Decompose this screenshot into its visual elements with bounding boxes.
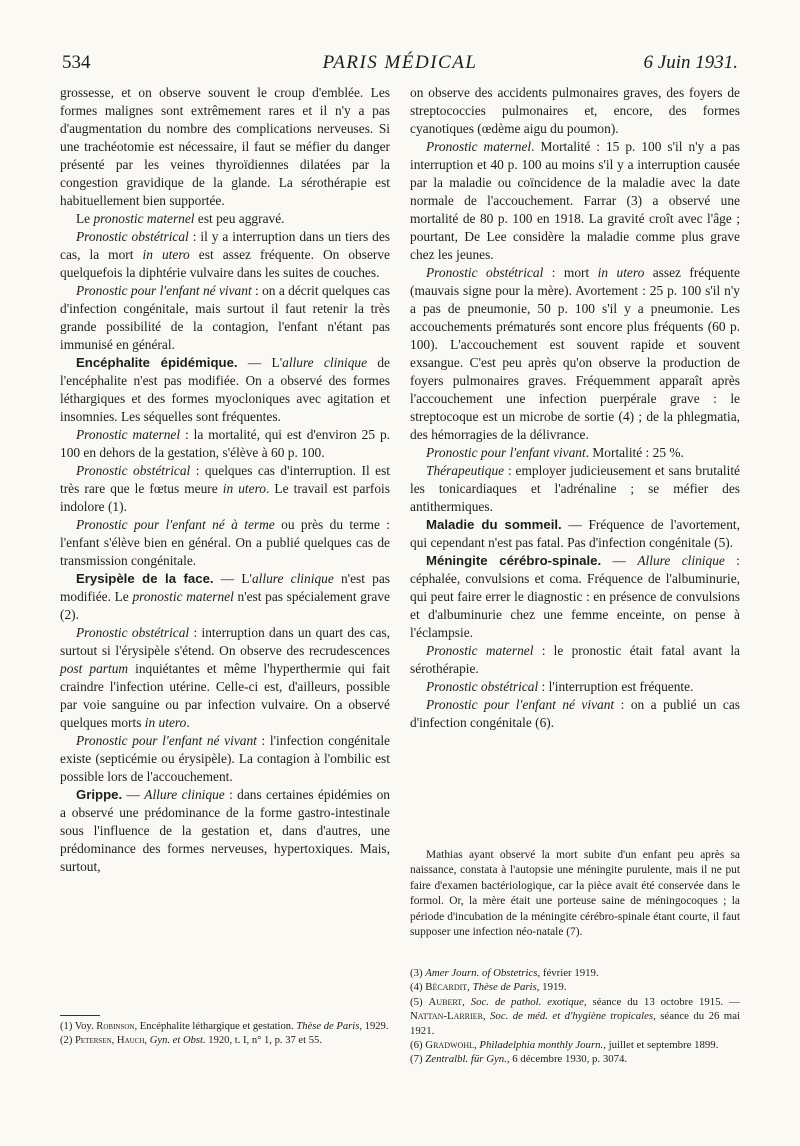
- paragraph: Pronostic maternel. Mortalité : 15 p. 100 s'il n'y a pas interruption et 40 p. 100 au moins s'il y a interruption causée par la maladie ou coïncidence de la maladie avec la date normale de l'accouchement. Farrar (3) a observé une mortalité de 80 p. 100 en 1918. La gravité croît avec l'âge ; pourtant, De Lee considère la maladie comme plus grave chez les jeunes.: [410, 139, 740, 262]
- footnotes-left: [60, 1020, 390, 1048]
- section-meningite: Méningite cérébro-spinale. — Allure clinique : céphalée, convulsions et coma. Fréquence de l'albuminurie, qui peut faire errer le diagnostic : en présence de convulsions et d'albuminurie chez une femme enceinte, on pense à l'éclampsie.: [410, 553, 740, 640]
- paragraph: Pronostic pour l'enfant né à terme ou près du terme : l'enfant s'élève bien en général. On a publié quelques cas de transmission congénitale.: [60, 517, 390, 568]
- paragraph: Pronostic pour l'enfant vivant. Mortalité : 25 %.: [426, 445, 684, 460]
- page-number: 534: [62, 52, 91, 73]
- footnote: (3) Amer Journ. of Obstetrics, février 1919.: [410, 967, 599, 979]
- footnote: (2) Petersen, Hauch, Gyn. et Obst. 1920, t. I, n° 1, p. 37 et 55.: [60, 1035, 322, 1047]
- section-erysipele: Erysipèle de la face. — L'allure clinique n'est pas modifiée. Le pronostic maternel n'est pas spécialement grave (2).: [60, 571, 390, 622]
- left-column: [60, 84, 390, 876]
- paragraph: Pronostic pour l'enfant né vivant : on a publié un cas d'infection congénitale (6).: [410, 697, 740, 730]
- journal-title: PARIS MÉDICAL: [322, 52, 478, 73]
- footnote: (4) Bécardit, Thèse de Paris, 1919.: [410, 981, 567, 994]
- section-heading: Maladie du sommeil.: [426, 517, 562, 532]
- footnote-separator: [60, 1015, 100, 1016]
- page-header: [62, 52, 738, 78]
- section-heading: Méningite cérébro-spinale.: [426, 553, 602, 568]
- paragraph: Pronostic maternel : le pronostic était fatal avant la sérothérapie.: [410, 643, 740, 676]
- paragraph: Pronostic obstétrical : quelques cas d'interruption. Il est très rare que le fœtus meure in utero. Le travail est parfois indolore (1).: [60, 463, 390, 514]
- footnote: (5) Aubert, Soc. de pathol. exotique, séance du 13 octobre 1915. — Nattan-Larrier, Soc. de méd. et d'hygiène tropicales, séance du 26 mai 1921.: [410, 995, 740, 1037]
- paragraph: Pronostic obstétrical : il y a interruption dans un tiers des cas, la mort in utero est assez fréquente. On observe quelquefois la diphtérie vulvaire dans les suites de couches.: [60, 229, 390, 280]
- section-encephalite: Encéphalite épidémique. — L'allure clinique de l'encéphalite n'est pas modifiée. On a observé des formes léthargiques et des formes myocloniques avec agitation et insomnies. Les séquelles sont fréquentes.: [60, 355, 390, 424]
- section-heading: Erysipèle de la face.: [76, 571, 214, 586]
- footnote: (1) Voy. Robinson, Encéphalite léthargique et gestation. Thèse de Paris, 1929.: [60, 1021, 389, 1032]
- paragraph: grossesse, et on observe souvent le croup d'emblée. Les formes malignes sont extrêmement rares et il n'y a pas d'augmentation du nombre des complications nerveuses. Si une trachéotomie est nécessaire, il faut se méfier du danger présenté par les veines thyroïdiennes dilatées par la congestion gravidique de la glande. La sérothérapie est habituellement bien supportée.: [60, 85, 390, 208]
- footnotes-right: [410, 966, 740, 1067]
- paragraph: Pronostic obstétrical : l'interruption est fréquente.: [426, 679, 694, 694]
- footnote: (6) Gradwohl, Philadelphia monthly Journ., juillet et septembre 1899.: [410, 1039, 719, 1052]
- section-maladie-sommeil: Maladie du sommeil. — Fréquence de l'avortement, qui cependant n'est pas fatal. Pas d'infection congénitale (5).: [410, 517, 740, 550]
- issue-date: 6 Juin 1931.: [643, 52, 738, 73]
- note-text: Mathias ayant observé la mort subite d'un enfant peu après sa naissance, constata à l'autopsie une méningite purulente, mais il ne put faire d'examen bactériologique, car la pièce avait été conservée dans le formol. Or, la mère était une porteuse saine de méningocoques ; la période d'incubation de la méningite cérébro-spinale étant courte, il faut supposer une infection néo-natale (7).: [410, 849, 740, 939]
- paragraph: Pronostic obstétrical : mort in utero assez fréquente (mauvais signe pour la mère). Avortement : 25 p. 100 s'il n'y a pas de pneumonie, 50 p. 100 s'il y a pneumonie. Les accouchements prématurés sont encore plus fréquents (60 p. 100). L'accouchement est souvent rapide et souvent exsangue. C'est peu après qu'on observe la production de foyers pulmonaires graves. Fréquemment apparaît après l'accouchement une infection puerpérale grave : le streptocoque est un microbe de sortie (4) ; de la phlegmatia, des hémorragies de la délivrance.: [410, 265, 740, 442]
- paragraph: Le pronostic maternel est peu aggravé.: [76, 211, 285, 226]
- case-note: [410, 848, 740, 940]
- right-column: [410, 84, 740, 732]
- section-heading: Grippe.: [76, 787, 123, 802]
- footnote: (7) Zentralbl. für Gyn., 6 décembre 1930, p. 3074.: [410, 1053, 628, 1066]
- paragraph: Pronostic pour l'enfant né vivant : l'infection congénitale existe (septicémie ou érysipèle). La contagion à l'ombilic est possible lors de l'accouchement.: [60, 733, 390, 784]
- section-heading: Encéphalite épidémique.: [76, 355, 238, 370]
- paragraph: Pronostic pour l'enfant né vivant : on a décrit quelques cas d'infection congénitale, mais surtout il faut retenir la très grande possibilité de la contagion, l'enfant n'étant pas immunisé en général.: [60, 283, 391, 352]
- paragraph: Pronostic maternel : la mortalité, qui est d'environ 25 p. 100 en dehors de la gestation, s'élève à 60 p. 100.: [60, 427, 390, 460]
- paragraph: Thérapeutique : employer judicieusement et sans brutalité les tonicardiaques et l'adrénaline ; se méfier des antithermiques.: [410, 463, 740, 514]
- paragraph: Pronostic obstétrical : interruption dans un quart des cas, surtout si l'érysipèle s'étend. On observe des recrudescences post partum inquiétantes et même l'hyperthermie qui fait craindre l'infection utérine. Celle-ci est, d'ailleurs, possible par voie sanguine ou par infection vulvaire. On a observé quelques morts in utero.: [60, 625, 391, 730]
- paragraph: on observe des accidents pulmonaires graves, des foyers de streptococcies pulmonaires et, encore, des formes cyanotiques (œdème aigu du poumon).: [410, 85, 740, 136]
- section-grippe: Grippe. — Allure clinique : dans certaines épidémies on a observé une prédominance de la forme gastro-intestinale sous l'influence de la gestation et, dans d'autres, une prédominance des formes nerveuses, hypertoxiques. Mais, surtout,: [60, 787, 390, 874]
